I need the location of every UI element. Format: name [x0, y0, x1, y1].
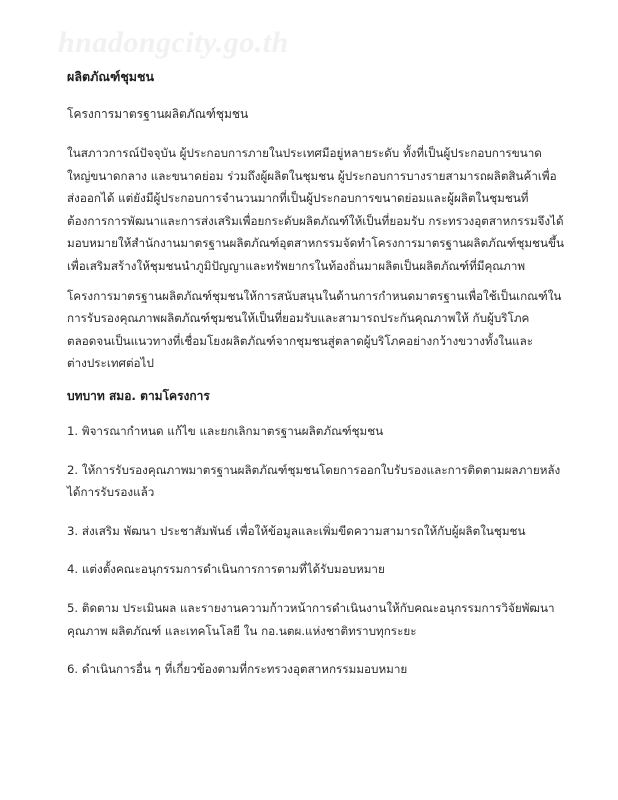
section-heading: บทบาท สมอ. ตามโครงการ [67, 388, 210, 403]
support-paragraph [67, 285, 573, 375]
text-line: ต่างประเทศต่อไป [67, 356, 154, 371]
text-line: 3. ส่งเสริม พัฒนา ประชาสัมพันธ์ เพื่อให้ข้อมูลและเพิ่มขีดความสามารถให้กับผู้ผลิตในชุมชน [67, 523, 526, 538]
document-body [67, 68, 573, 697]
list-item [67, 597, 573, 642]
text-line: ใหญ่ขนาดกลาง และขนาดย่อม ร่วมถึงผู้ผลิตในชุมชน ผู้ประกอบการบางรายสามารถผลิตสินค้าเพื่อ [67, 168, 557, 183]
role-list [67, 420, 573, 681]
text-line: ตลอดจนเป็นแนวทางที่เชื่อมโยงผลิตภัณฑ์จากชุมชนสู่ตลาดผู้บริโภคอย่างกว้างขวางทั้งในและ [67, 333, 534, 348]
text-line: เพื่อเสริมสร้างให้ชุมชนนำภูมิปัญญาและทรัพยากรในท้องถิ่นมาผลิตเป็นผลิตภัณฑ์ที่มีคุณภาพ [67, 258, 526, 273]
document-subtitle: โครงการมาตรฐานผลิตภัณฑ์ชุมชน [67, 107, 249, 121]
text-line: ต้องการการพัฒนาและการส่งเสริมเพื่อยกระดับผลิตภัณฑ์ให้เป็นที่ยอมรับ กระทรวงอุตสาหกรรมจึงได้ [67, 213, 564, 228]
list-item [67, 658, 573, 681]
document-title: ผลิตภัณฑ์ชุมชน [67, 69, 155, 84]
text-line: คุณภาพ ผลิตภัณฑ์ และเทคโนโลยี ใน กอ.นตผ.แห่งชาติทราบทุกระยะ [67, 623, 417, 638]
list-item [67, 558, 573, 581]
intro-paragraph [67, 142, 573, 278]
text-line: 5. ติดตาม ประเมินผล และรายงานความก้าวหน้าการดำเนินงานให้กับคณะอนุกรรมการวิจัยพัฒนา [67, 600, 555, 615]
text-line: 1. พิจารณากำหนด แก้ไข และยกเลิกมาตรฐานผลิตภัณฑ์ชุมชน [67, 423, 384, 438]
watermark: hnadongcity.go.th [58, 26, 289, 59]
list-item [67, 520, 573, 543]
text-line: มอบหมายให้สำนักงานมาตรฐานผลิตภัณฑ์อุตสาหกรรมจัดทำโครงการมาตรฐานผลิตภัณฑ์ชุมชนขึ้น [67, 236, 564, 251]
text-line: 6. ดำเนินการอื่น ๆ ที่เกี่ยวข้องตามที่กระทรวงอุตสาหกรรมมอบหมาย [67, 662, 408, 677]
text-line: 4. แต่งตั้งคณะอนุกรรมการดำเนินการการตามที่ได้รับมอบหมาย [67, 562, 385, 577]
list-item [67, 459, 573, 504]
text-line: โครงการมาตรฐานผลิตภัณฑ์ชุมชนให้การสนับสนุนในด้านการกำหนดมาตรฐานเพื่อใช้เป็นเกณฑ์ใน [67, 288, 562, 303]
text-line: ส่งออกได้ แต่ยังมีผู้ประกอบการจำนวนมากที่เป็นผู้ประกอบการขนาดย่อมและผู้ผลิตในชุมชนที่ [67, 191, 529, 206]
text-line: ได้การรับรองแล้ว [67, 485, 155, 500]
text-line: การรับรองคุณภาพผลิตภัณฑ์ชุมชนให้เป็นที่ยอมรับและสามารถประกันคุณภาพให้ กับผู้บริโภค [67, 311, 530, 326]
text-line: ในสภาวการณ์ปัจจุบัน ผู้ประกอบการภายในประเทศมีอยู่หลายระดับ ทั้งที่เป็นผู้ประกอบการขนาด [67, 146, 542, 160]
text-line: 2. ให้การรับรองคุณภาพมาตรฐานผลิตภัณฑ์ชุมชนโดยการออกใบรับรองและการติดตามผลภายหลัง [67, 462, 561, 477]
list-item [67, 420, 573, 443]
